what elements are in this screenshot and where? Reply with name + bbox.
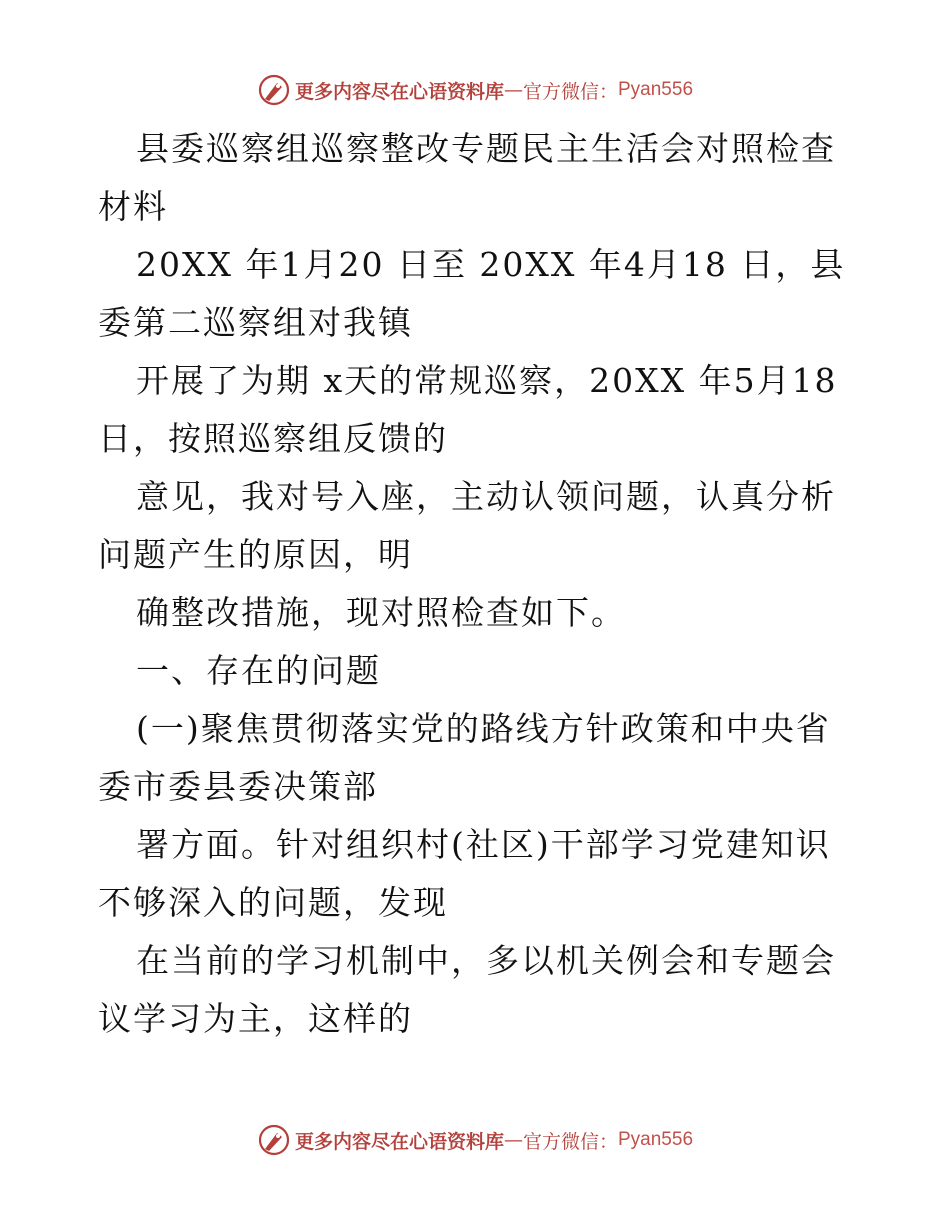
document-body bbox=[98, 120, 858, 1048]
pen-nib-circle-icon bbox=[257, 1123, 291, 1157]
document-title: 县委巡察组巡察整改专题民主生活会对照检查材料 bbox=[98, 129, 836, 226]
watermark-official-text: 官方微信： bbox=[522, 1130, 618, 1153]
paragraph: 20XX 年1月20 日至 20XX 年4月18 日，县委第二巡察组对我镇 bbox=[98, 245, 846, 342]
watermark-dash: — bbox=[503, 1129, 523, 1151]
watermark-wechat-id: Pyan556 bbox=[618, 1129, 694, 1150]
paragraph: 意见，我对号入座，主动认领问题，认真分析问题产生的原因，明 bbox=[98, 477, 836, 574]
paragraph: 确整改措施，现对照检查如下。 bbox=[136, 593, 626, 632]
watermark-official-text: 官方微信： bbox=[522, 80, 618, 103]
paragraph: 署方面。针对组织村(社区)干部学习党建知识不够深入的问题，发现 bbox=[98, 825, 831, 922]
subsection-heading: (一)聚焦贯彻落实党的路线方针政策和中央省委市委县委决策部 bbox=[98, 709, 831, 806]
paragraph: 在当前的学习机制中，多以机关例会和专题会议学习为主，这样的 bbox=[98, 941, 836, 1038]
watermark-site-text: 更多内容尽在心语资料库 bbox=[294, 1130, 504, 1153]
footer-watermark bbox=[0, 1120, 950, 1160]
header-watermark bbox=[0, 70, 950, 110]
watermark-site-text: 更多内容尽在心语资料库 bbox=[294, 80, 504, 103]
watermark-wechat-id: Pyan556 bbox=[618, 79, 694, 100]
paragraph: 开展了为期 x天的常规巡察，20XX 年5月18 日，按照巡察组反馈的 bbox=[98, 361, 838, 458]
watermark-dash: — bbox=[503, 79, 523, 101]
section-heading: 一、存在的问题 bbox=[136, 651, 381, 690]
pen-nib-circle-icon bbox=[257, 73, 291, 107]
